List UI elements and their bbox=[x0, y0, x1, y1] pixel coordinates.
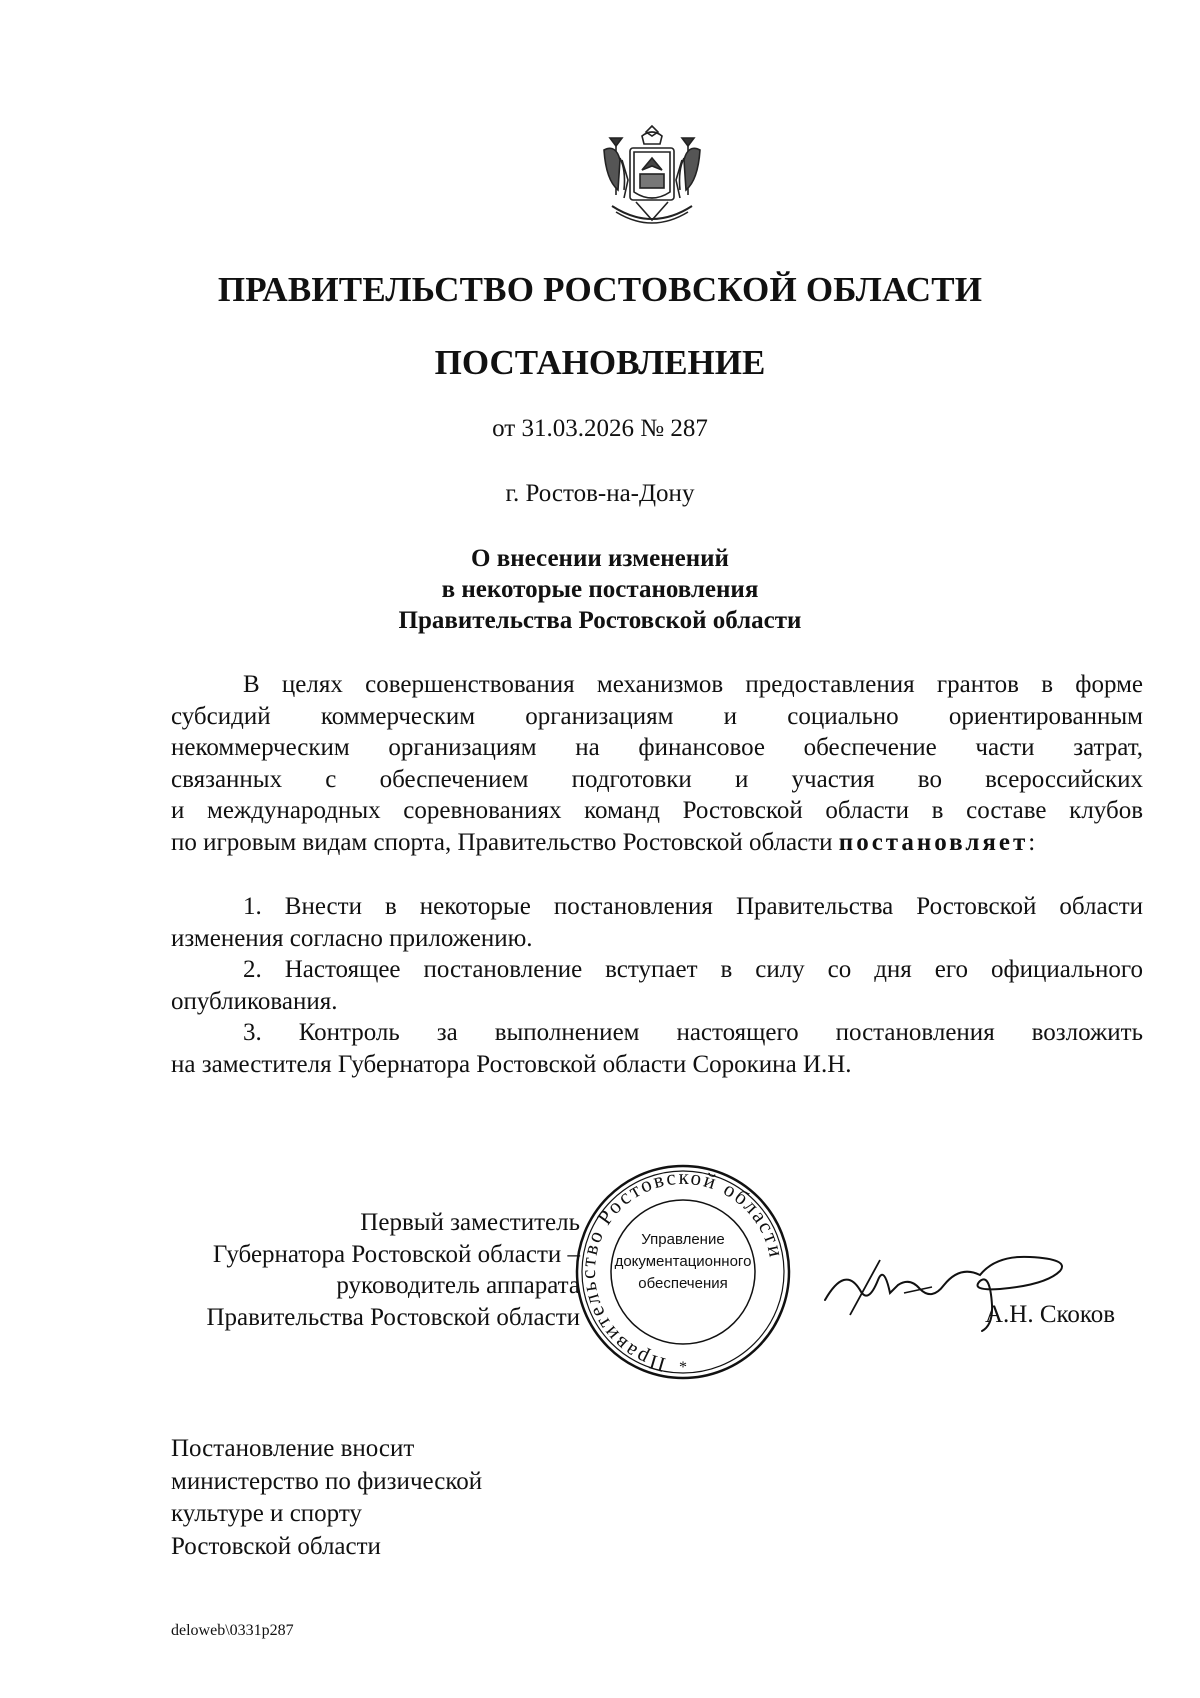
paragraph-line: связанных с обеспечением подготовки и участия во всероссийских bbox=[171, 765, 1143, 793]
submitter-line: Постановление вносит bbox=[171, 1435, 415, 1462]
submitter-block bbox=[171, 1433, 482, 1563]
decree-items bbox=[171, 891, 1143, 1081]
decree-item bbox=[171, 1017, 1143, 1080]
paragraph-line: В целях совершенствования механизмов предоставления грантов в форме bbox=[243, 671, 1143, 698]
paragraph-line: и международных соревнованиях команд Ростовской области в составе клубов bbox=[171, 797, 1143, 825]
item-line: 3. Контроль за выполнением настоящего постановления возложить bbox=[243, 1019, 1143, 1047]
stamp-ring-text: Правительство Ростовской области bbox=[575, 1164, 789, 1378]
punctuation: : bbox=[1028, 828, 1036, 856]
document-code: deloweb\0331p287 bbox=[171, 1622, 294, 1639]
government-title: ПРАВИТЕЛЬСТВО РОСТОВСКОЙ ОБЛАСТИ bbox=[217, 270, 983, 309]
position-line: руководитель аппарата bbox=[336, 1272, 580, 1299]
signer-position bbox=[207, 1207, 581, 1333]
paragraph-line: субсидий коммерческим организациям и социально ориентированным bbox=[171, 702, 1143, 730]
item-line: на заместителя Губернатора Ростовской области Сорокина И.Н. bbox=[171, 1050, 852, 1078]
signer-name: А.Н. Скоков bbox=[985, 1301, 1116, 1328]
stamp-star: * bbox=[679, 1359, 687, 1376]
position-line: Первый заместитель bbox=[360, 1209, 580, 1236]
intro-paragraph bbox=[171, 669, 1143, 859]
submitter-line: культуре и спорту bbox=[171, 1500, 362, 1527]
decree-item bbox=[171, 891, 1143, 954]
coat-of-arms-icon bbox=[596, 120, 708, 238]
date-number-line: от 31.03.2026 № 287 bbox=[492, 415, 708, 442]
stamp-line: Управление bbox=[641, 1231, 725, 1248]
decree-item bbox=[171, 954, 1143, 1017]
document-subject bbox=[0, 543, 1200, 636]
subject-line: в некоторые постановления bbox=[441, 576, 759, 603]
stamp-line: документационного bbox=[614, 1253, 752, 1270]
paragraph-line: некоммерческим организациям на финансовое обеспечение части затрат, bbox=[171, 734, 1143, 762]
stamp-line: обеспечения bbox=[638, 1275, 728, 1292]
submitter-line: министерство по физической bbox=[171, 1467, 483, 1495]
item-line: 2. Настоящее постановление вступает в силу со дня его официального bbox=[243, 956, 1143, 984]
document-type: ПОСТАНОВЛЕНИЕ bbox=[434, 343, 766, 382]
submitter-line: Ростовской области bbox=[171, 1532, 381, 1560]
paragraph-last-line bbox=[171, 827, 1143, 859]
position-line: Губернатора Ростовской области – bbox=[212, 1240, 580, 1268]
city-line: г. Ростов-на-Дону bbox=[505, 480, 695, 507]
paragraph-text: по игровым видам спорта, Правительство Ростовской области bbox=[171, 828, 839, 856]
item-line: 1. Внести в некоторые постановления Правительства Ростовской области bbox=[243, 893, 1143, 920]
decree-keyword: постановляет bbox=[838, 828, 1029, 856]
item-line: изменения согласно приложению. bbox=[171, 924, 533, 952]
subject-line: Правительства Ростовской области bbox=[398, 607, 802, 634]
stamp-center-text bbox=[600, 1229, 766, 1295]
position-line: Правительства Ростовской области bbox=[206, 1303, 580, 1331]
item-line: опубликования. bbox=[171, 987, 338, 1015]
subject-line: О внесении изменений bbox=[471, 545, 729, 572]
